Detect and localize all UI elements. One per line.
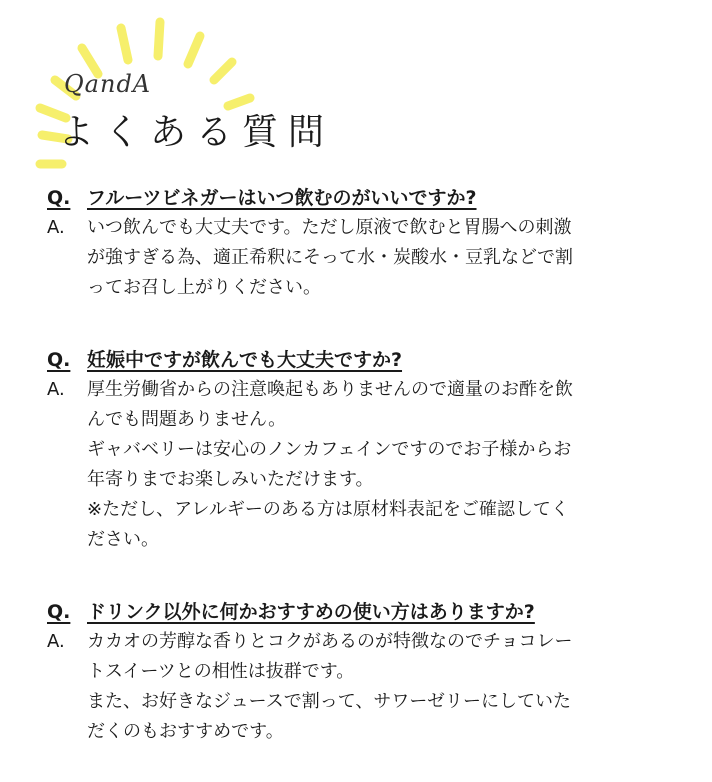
answer-line: トスイーツとの相性は抜群です。: [87, 661, 355, 682]
answer-line: ださい。: [87, 529, 159, 550]
answer-line: カカオの芳醇な香りとコクがあるのが特徴なのでチョコレー: [87, 631, 573, 652]
faq-answer: [47, 375, 667, 555]
faq-question: [47, 597, 667, 627]
faq-item-1: [47, 183, 667, 303]
answer-marker: A.: [47, 379, 65, 400]
question-marker: Q.: [47, 601, 71, 623]
sunburst-ray: [188, 36, 200, 64]
faq-item-3: [47, 597, 667, 747]
answer-line: んでも問題ありません。: [87, 409, 287, 430]
answer-marker: A.: [47, 631, 65, 652]
faq-question: [47, 183, 667, 213]
question-marker: Q.: [47, 349, 71, 371]
sunburst-ray: [158, 22, 160, 56]
answer-text: [87, 213, 667, 303]
faq-question: [47, 345, 667, 375]
question-text: 妊娠中ですが飲んでも大丈夫ですか?: [87, 349, 403, 371]
answer-line: が強すぎる為、適正希釈にそって水・炭酸水・豆乳などで割: [87, 247, 573, 268]
answer-text: [87, 627, 667, 747]
answer-line: ギャバベリーは安心のノンカフェインですのでお子様からお: [87, 439, 572, 460]
sunburst-ray: [121, 28, 128, 60]
question-marker: Q.: [47, 187, 71, 209]
faq-answer: [47, 627, 667, 747]
sunburst-ray: [214, 62, 232, 80]
answer-line: また、お好きなジュースで割って、サワーゼリーにしていた: [87, 691, 572, 712]
answer-line: ※ただし、アレルギーのある方は原材料表記をご確認してく: [87, 499, 569, 520]
answer-line: ってお召し上がりください。: [87, 277, 321, 298]
answer-line: いつ飲んでも大丈夫です。ただし原液で飲むと胃腸への刺激: [87, 217, 572, 238]
question-text: フルーツビネガーはいつ飲むのがいいですか?: [87, 187, 477, 209]
page-title: よくある質問: [58, 112, 335, 153]
faq-item-2: [47, 345, 667, 555]
answer-text: [87, 375, 667, 555]
answer-marker: A.: [47, 217, 65, 238]
question-text: ドリンク以外に何かおすすめの使い方はありますか?: [87, 601, 535, 623]
page-header: [0, 0, 712, 180]
answer-line: だくのもおすすめです。: [87, 721, 284, 742]
faq-answer: [47, 213, 667, 303]
page-subtitle: QandA: [64, 70, 152, 98]
answer-line: 厚生労働省からの注意喚起もありませんので適量のお酢を飲: [87, 379, 573, 400]
answer-line: 年寄りまでお楽しみいただけます。: [87, 469, 374, 490]
